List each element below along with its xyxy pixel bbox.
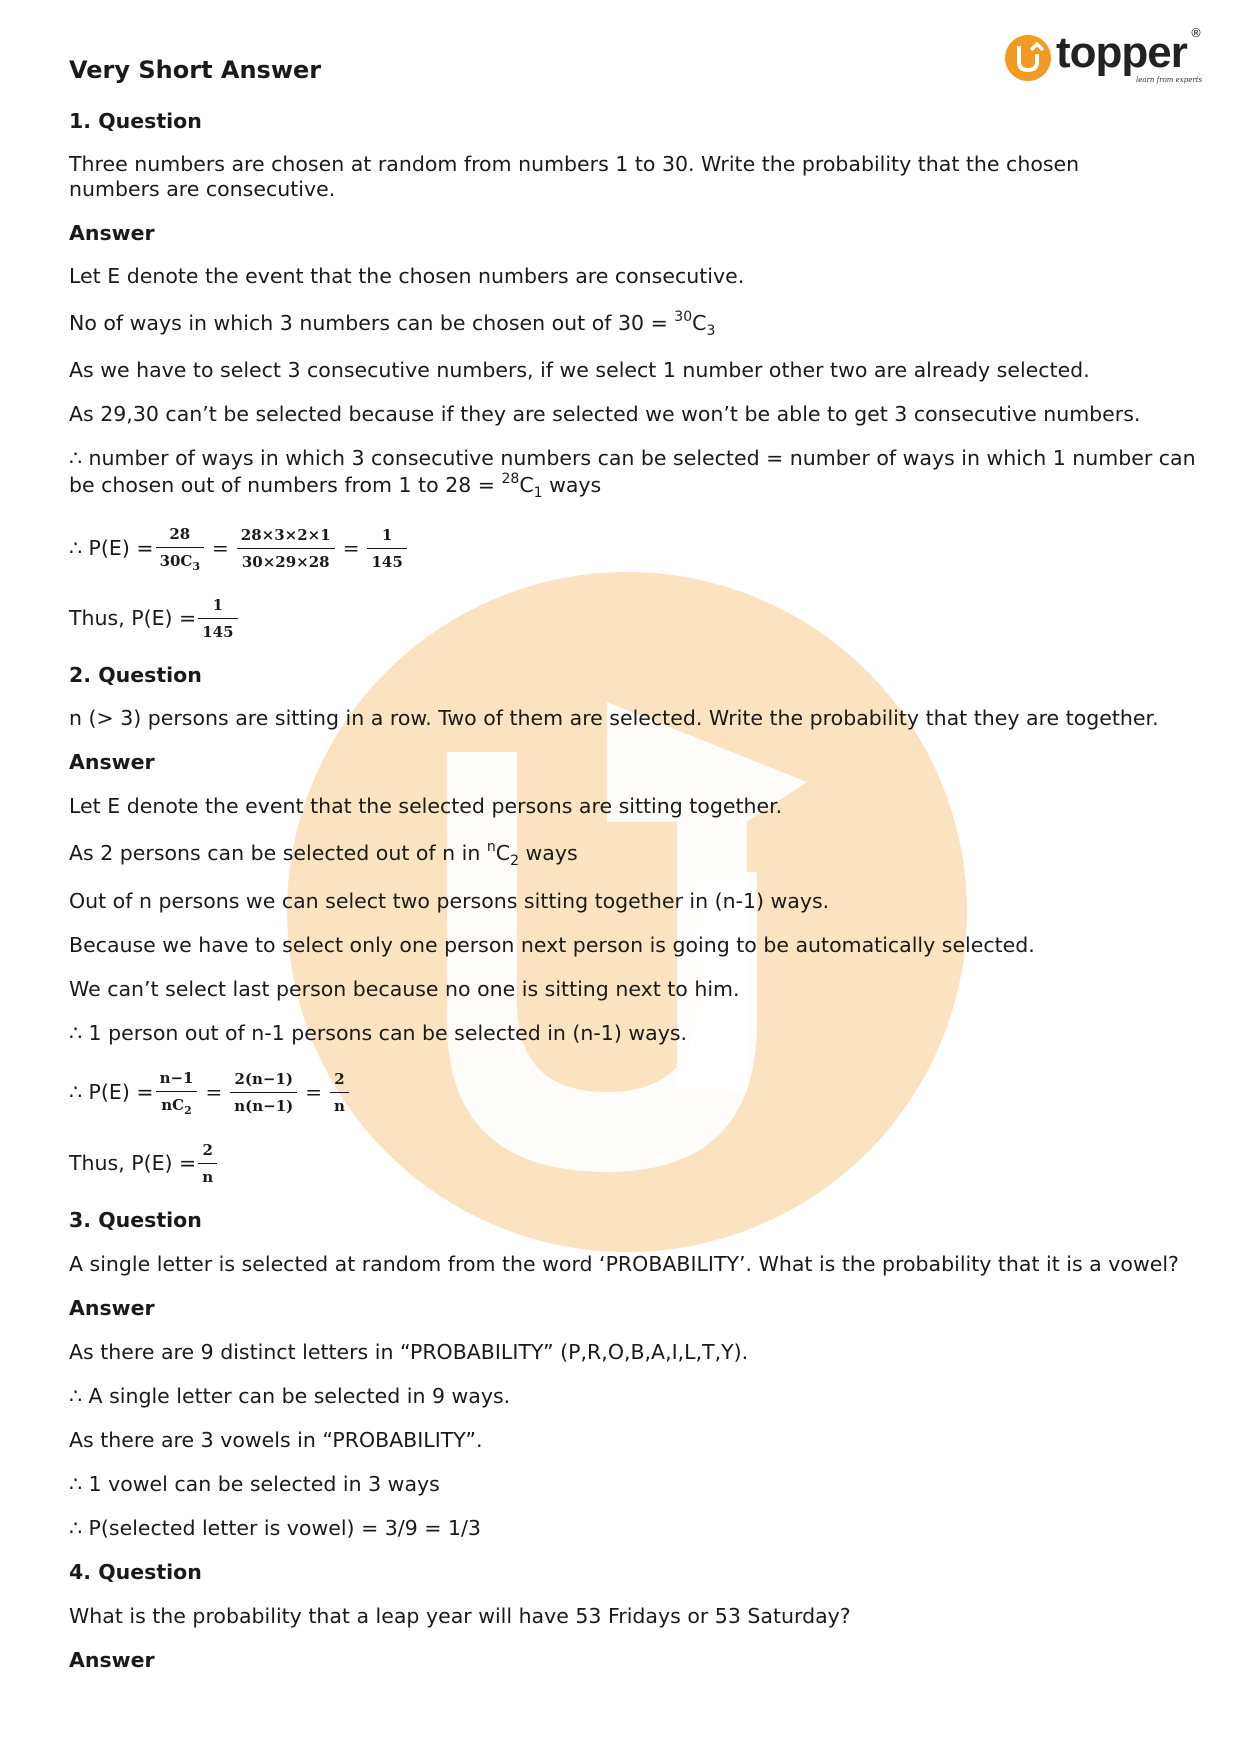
q3-line-1: As there are 9 distinct letters in “PROBABILITY” (P,R,O,B,A,I,L,T,Y). [69,1340,749,1364]
q2-result: Thus, P(E) = $\frac{2}{n}$ [69,1133,219,1193]
q1-question: Three numbers are chosen at random from numbers 1 to 30. Write the probability that the chosen numbers are consecutive. [69,152,1080,201]
fraction: $\frac{2}{n}$ [198,1140,217,1187]
brand-tagline: learn from experts [1136,76,1203,84]
q3-answer-label: Answer [69,1296,155,1320]
q4-question: What is the probability that a leap year will have 53 Fridays or 53 Saturday? [69,1604,851,1628]
q3-title: 3. Question [69,1208,202,1232]
q2-line-6: ∴ 1 person out of n-1 persons can be selected in (n-1) ways. [69,1021,688,1045]
q4-answer-label: Answer [69,1648,155,1672]
q1-title: 1. Question [69,109,202,133]
q3-line-4: ∴ 1 vowel can be selected in 3 ways [69,1472,440,1496]
q1-probability-equation: ∴ P(E) = $\frac{28}{30C_3}$ = $\frac{28\times 3\times 2\times 1}{30\times 29\times 28}$ = $\frac{1}{145}$ [69,518,409,578]
q3-line-5: ∴ P(selected letter is vowel) = 3/9 = 1/3 [69,1516,481,1540]
q1-line-5b: be chosen out of numbers from 1 to $28 = ^{28}C_1$ ways [69,471,602,501]
topper-logo [1004,26,1204,92]
q1-line-4: As 29,30 can’t be selected because if they are selected we won’t be able to get 3 consecutive numbers. [69,402,1141,426]
q1-line-5a: ∴ number of ways in which 3 consecutive numbers can be selected = number of ways in which 1 number can [69,446,1196,470]
q2-question: n (> 3) persons are sitting in a row. Two of them are selected. Write the probability that they are together. [69,706,1159,730]
q3-line-2: ∴ A single letter can be selected in 9 ways. [69,1384,511,1408]
q4-title: 4. Question [69,1560,202,1584]
registered-mark: ® [1190,26,1202,40]
q3-line-3: As there are 3 vowels in “PROBABILITY”. [69,1428,483,1452]
q2-probability-equation: ∴ P(E) = $\frac{n-1}{nC_2}$ = $\frac{2(n-1)}{n(n-1)}$ = $\frac{2}{n}$ [69,1062,351,1122]
q1-line-3: As we have to select 3 consecutive numbers, if we select 1 number other two are already selected. [69,358,1090,382]
fraction: $\frac{28\times 3\times 2\times 1}{30\times 29\times 28}$ [237,525,335,572]
fraction: $\frac{28}{30C_3}$ [156,524,204,573]
fraction: $\frac{1}{145}$ [367,525,406,572]
q1-line-2: No of ways in which 3 numbers can be chosen out of $30 = ^{30}C_3$ [69,309,716,339]
q3-question: A single letter is selected at random from the word ‘PROBABILITY’. What is the probability that it is a vowel? [69,1252,1179,1276]
fraction: $\frac{2}{n}$ [330,1069,349,1116]
q2-answer-label: Answer [69,750,155,774]
q2-title: 2. Question [69,663,202,687]
fraction: $\frac{1}{145}$ [198,595,237,642]
fraction: $\frac{2(n-1)}{n(n-1)}$ [230,1069,297,1116]
q1-answer-label: Answer [69,221,155,245]
q2-line-5: We can’t select last person because no one is sitting next to him. [69,977,740,1001]
q1-result: Thus, P(E) = $\frac{1}{145}$ [69,588,240,648]
q2-line-3: Out of n persons we can select two persons sitting together in (n-1) ways. [69,889,830,913]
q2-line-1: Let E denote the event that the selected persons are sitting together. [69,794,783,818]
q1-line-1: Let E denote the event that the chosen numbers are consecutive. [69,264,745,288]
page-heading: Very Short Answer [69,56,322,84]
q2-line-2: As 2 persons can be selected out of n in $^nC_2$ ways [69,839,578,869]
q2-line-4: Because we have to select only one person next person is going to be automatically selected. [69,933,1035,957]
brand-name: topper [1056,28,1187,77]
fraction: $\frac{n-1}{nC_2}$ [156,1068,198,1117]
